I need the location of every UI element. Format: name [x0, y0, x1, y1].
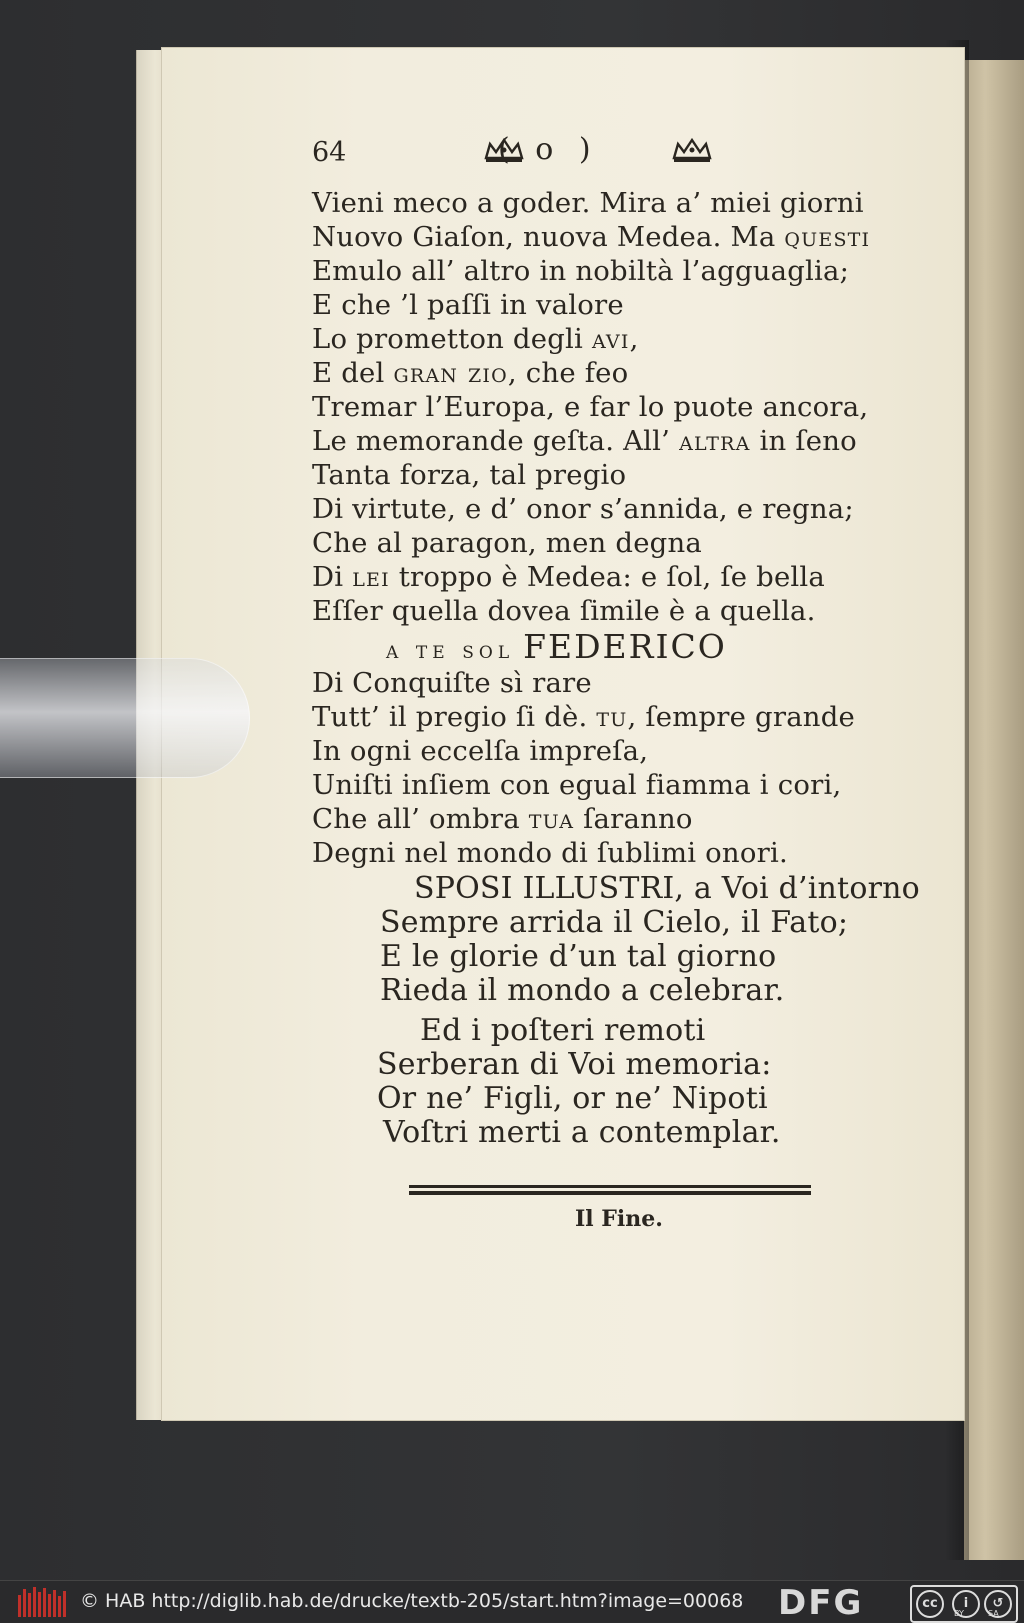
source-link[interactable]: © HAB http://diglib.hab.de/drucke/textb-205/start.htm?image=00068	[80, 1590, 744, 1612]
verse-line: Serberan di Voi memoria:	[377, 1047, 772, 1082]
text-line: Di lei troppo è Medea: e ſol, ſe bella	[312, 561, 826, 593]
text-line: Uniſti inſiem con egual fiamma i cori,	[312, 769, 842, 801]
text-line: Emulo all’ altro in nobiltà l’agguaglia;	[312, 255, 850, 287]
hab-logo-icon	[18, 1587, 66, 1617]
text-line: E che ’l paſſi in valore	[312, 289, 624, 321]
text-line: Tremar l’Europa, e far lo puote ancora,	[312, 391, 869, 423]
text-line: Tutt’ il pregio ſi dè. tu, ſempre grande	[312, 701, 855, 733]
text-line: Le memorande geſta. All’ altra in ſeno	[312, 425, 857, 457]
verse-line: Ed i poſteri remoti	[420, 1013, 706, 1048]
text-line: E del gran zio, che feo	[312, 357, 629, 389]
text-line: In ogni eccelſa impreſa,	[312, 735, 649, 767]
fine-label: Il Fine.	[575, 1206, 663, 1232]
end-rule	[409, 1185, 811, 1188]
verse-line: Voſtri merti a contemplar.	[383, 1115, 781, 1150]
end-rule	[409, 1191, 811, 1195]
verse-line: SPOSI ILLUSTRI, a Voi d’intorno	[414, 871, 920, 906]
crown-ornament-icon	[670, 136, 714, 164]
verse-line: Rieda il mondo a celebrar.	[380, 973, 785, 1008]
verse-line: E le glorie d’un tal giorno	[380, 939, 777, 974]
text-line: Eſſer quella dovea ſimile è a quella.	[312, 595, 816, 627]
by-label: BY	[954, 1609, 964, 1618]
next-page-leaf	[964, 60, 1024, 1560]
viewer-footer	[0, 1580, 1024, 1622]
text-line: Vieni meco a goder. Mira a’ miei giorni	[312, 187, 864, 219]
verse-line: Or ne’ Figli, or ne’ Nipoti	[377, 1081, 768, 1116]
page-clamp	[0, 658, 250, 778]
header-mark: ( o )	[498, 132, 599, 167]
text-line: Che all’ ombra tua ſaranno	[312, 803, 693, 835]
sa-label: SA	[988, 1609, 999, 1618]
page-number: 64	[312, 137, 347, 168]
text-line: Lo prometton degli avi,	[312, 323, 639, 355]
text-line: Nuovo Giaſon, nuova Medea. Ma questi	[312, 221, 871, 253]
cc-icon: cc	[916, 1590, 944, 1618]
text-line: Tanta forza, tal pregio	[312, 459, 627, 491]
text-line: Di virtute, e d’ onor s’annida, e regna;	[312, 493, 854, 525]
dfg-logo: DFG	[778, 1583, 864, 1623]
license-badge[interactable]	[910, 1585, 1018, 1623]
text-line: Che al paragon, men degna	[312, 527, 702, 559]
text-line: Degni nel mondo di ſublimi onori.	[312, 837, 788, 869]
verse-line: Sempre arrida il Cielo, il Fato;	[380, 905, 849, 940]
by-icon: i	[952, 1590, 980, 1618]
dedication-line: a te sol FEDERICO	[386, 627, 727, 666]
sa-icon: ↺	[984, 1590, 1012, 1618]
text-line: Di Conquiſte sì rare	[312, 667, 592, 699]
